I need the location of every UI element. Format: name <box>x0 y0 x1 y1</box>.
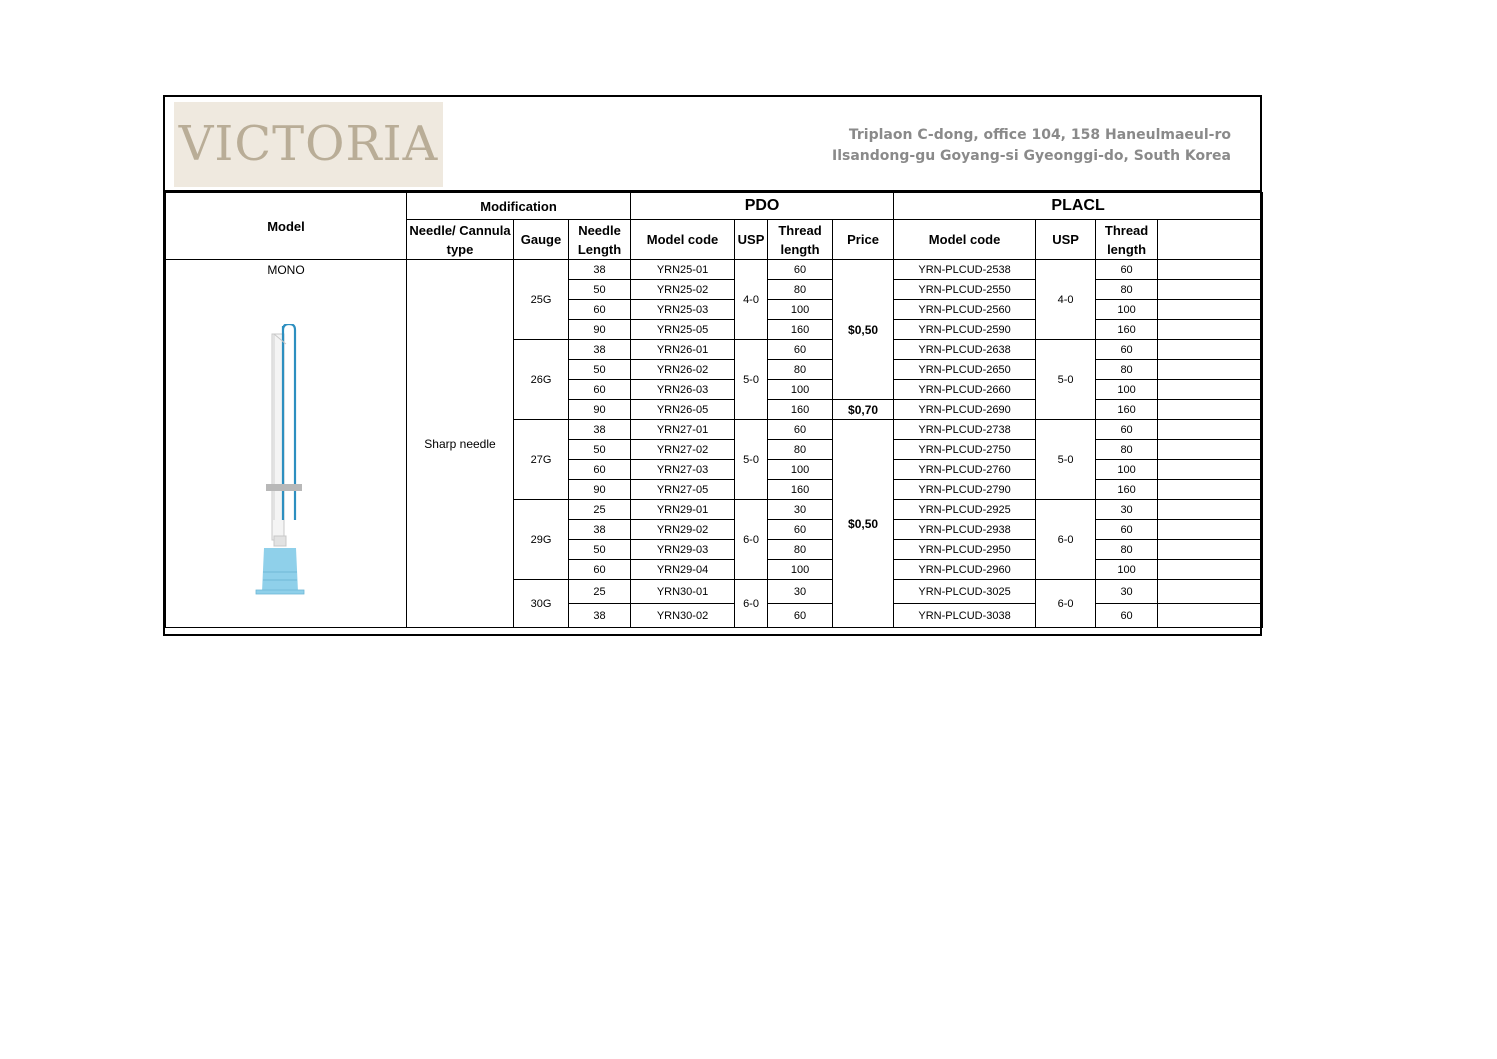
placl-usp-cell: 5-0 <box>1036 340 1096 420</box>
pdo-thread-length-cell: 100 <box>768 300 833 320</box>
pdo-model-code-cell: YRN25-02 <box>631 280 735 300</box>
model-cell <box>166 260 407 628</box>
company-address <box>832 125 1231 167</box>
placl-thread-length-cell: 100 <box>1096 460 1158 480</box>
needle-length-cell: 50 <box>569 360 631 380</box>
needle-length-cell: 38 <box>569 604 631 628</box>
pdo-thread-length-cell: 80 <box>768 440 833 460</box>
price-sheet <box>163 95 1262 636</box>
needle-length-cell: 38 <box>569 260 631 280</box>
header-placl-thread-length: Thread length <box>1096 220 1158 260</box>
header-pdo: PDO <box>631 193 894 220</box>
placl-model-code-cell: YRN-PLCUD-2650 <box>894 360 1036 380</box>
header-modification: Modification <box>407 193 631 220</box>
header-pdo-usp: USP <box>735 220 768 260</box>
placl-model-code-cell: YRN-PLCUD-2938 <box>894 520 1036 540</box>
sheet-header <box>165 97 1260 192</box>
pdo-thread-length-cell: 160 <box>768 400 833 420</box>
needle-length-cell: 60 <box>569 380 631 400</box>
product-table <box>165 192 1263 628</box>
placl-thread-length-cell: 160 <box>1096 480 1158 500</box>
pdo-thread-length-cell: 60 <box>768 260 833 280</box>
pdo-model-code-cell: YRN27-05 <box>631 480 735 500</box>
empty-cell <box>1158 580 1263 604</box>
placl-model-code-cell: YRN-PLCUD-2738 <box>894 420 1036 440</box>
empty-cell <box>1158 604 1263 628</box>
empty-cell <box>1158 420 1263 440</box>
placl-thread-length-cell: 60 <box>1096 604 1158 628</box>
table-row <box>166 260 1263 280</box>
placl-model-code-cell: YRN-PLCUD-2950 <box>894 540 1036 560</box>
gauge-cell: 27G <box>514 420 569 500</box>
placl-thread-length-cell: 60 <box>1096 420 1158 440</box>
pdo-usp-cell: 6-0 <box>735 580 768 628</box>
placl-usp-cell: 6-0 <box>1036 500 1096 580</box>
needle-length-cell: 60 <box>569 300 631 320</box>
empty-cell <box>1158 320 1263 340</box>
pdo-model-code-cell: YRN26-01 <box>631 340 735 360</box>
placl-model-code-cell: YRN-PLCUD-3038 <box>894 604 1036 628</box>
header-empty-cell <box>1158 220 1263 260</box>
placl-model-code-cell: YRN-PLCUD-2925 <box>894 500 1036 520</box>
pdo-thread-length-cell: 100 <box>768 460 833 480</box>
empty-cell <box>1158 460 1263 480</box>
pdo-thread-length-cell: 60 <box>768 340 833 360</box>
header-placl-model-code: Model code <box>894 220 1036 260</box>
header-placl: PLACL <box>894 193 1263 220</box>
empty-cell <box>1158 520 1263 540</box>
placl-thread-length-cell: 60 <box>1096 260 1158 280</box>
address-line-1: Triplaon C-dong, office 104, 158 Haneulmaeul-ro <box>848 127 1231 143</box>
pdo-thread-length-cell: 80 <box>768 360 833 380</box>
empty-cell <box>1158 260 1263 280</box>
needle-length-cell: 60 <box>569 460 631 480</box>
placl-model-code-cell: YRN-PLCUD-3025 <box>894 580 1036 604</box>
gauge-cell: 30G <box>514 580 569 628</box>
pdo-usp-cell: 4-0 <box>735 260 768 340</box>
needle-length-cell: 60 <box>569 560 631 580</box>
pdo-thread-length-cell: 30 <box>768 580 833 604</box>
pdo-thread-length-cell: 100 <box>768 560 833 580</box>
empty-cell <box>1158 300 1263 320</box>
pdo-model-code-cell: YRN27-02 <box>631 440 735 460</box>
empty-cell <box>1158 400 1263 420</box>
placl-model-code-cell: YRN-PLCUD-2690 <box>894 400 1036 420</box>
pdo-model-code-cell: YRN25-05 <box>631 320 735 340</box>
placl-thread-length-cell: 80 <box>1096 280 1158 300</box>
pdo-model-code-cell: YRN29-04 <box>631 560 735 580</box>
placl-model-code-cell: YRN-PLCUD-2760 <box>894 460 1036 480</box>
needle-illustration <box>252 324 322 604</box>
placl-thread-length-cell: 160 <box>1096 320 1158 340</box>
pdo-thread-length-cell: 160 <box>768 320 833 340</box>
placl-thread-length-cell: 60 <box>1096 340 1158 360</box>
empty-cell <box>1158 480 1263 500</box>
header-model: Model <box>166 193 407 260</box>
placl-model-code-cell: YRN-PLCUD-2560 <box>894 300 1036 320</box>
needle-length-cell: 25 <box>569 500 631 520</box>
header-gauge: Gauge <box>514 220 569 260</box>
pdo-usp-cell: 5-0 <box>735 340 768 420</box>
needle-length-cell: 38 <box>569 420 631 440</box>
placl-usp-cell: 5-0 <box>1036 420 1096 500</box>
placl-model-code-cell: YRN-PLCUD-2590 <box>894 320 1036 340</box>
pdo-model-code-cell: YRN26-02 <box>631 360 735 380</box>
empty-cell <box>1158 540 1263 560</box>
logo-text: VICTORIA <box>178 116 439 172</box>
pdo-thread-length-cell: 30 <box>768 500 833 520</box>
pdo-thread-length-cell: 80 <box>768 280 833 300</box>
empty-cell <box>1158 440 1263 460</box>
placl-thread-length-cell: 80 <box>1096 440 1158 460</box>
placl-model-code-cell: YRN-PLCUD-2550 <box>894 280 1036 300</box>
price-cell: $0,50 <box>833 260 894 400</box>
placl-model-code-cell: YRN-PLCUD-2660 <box>894 380 1036 400</box>
placl-thread-length-cell: 100 <box>1096 380 1158 400</box>
pdo-thread-length-cell: 60 <box>768 604 833 628</box>
placl-model-code-cell: YRN-PLCUD-2750 <box>894 440 1036 460</box>
header-needle-length: Needle Length <box>569 220 631 260</box>
placl-model-code-cell: YRN-PLCUD-2960 <box>894 560 1036 580</box>
empty-cell <box>1158 380 1263 400</box>
needle-length-cell: 90 <box>569 400 631 420</box>
model-name: MONO <box>267 263 305 277</box>
pdo-thread-length-cell: 160 <box>768 480 833 500</box>
pdo-model-code-cell: YRN29-02 <box>631 520 735 540</box>
brand-logo <box>174 102 443 187</box>
placl-thread-length-cell: 30 <box>1096 500 1158 520</box>
placl-thread-length-cell: 60 <box>1096 520 1158 540</box>
header-placl-usp: USP <box>1036 220 1096 260</box>
needle-length-cell: 38 <box>569 520 631 540</box>
pdo-model-code-cell: YRN30-01 <box>631 580 735 604</box>
pdo-model-code-cell: YRN29-03 <box>631 540 735 560</box>
placl-thread-length-cell: 100 <box>1096 300 1158 320</box>
placl-usp-cell: 4-0 <box>1036 260 1096 340</box>
empty-cell <box>1158 360 1263 380</box>
placl-model-code-cell: YRN-PLCUD-2638 <box>894 340 1036 360</box>
placl-usp-cell: 6-0 <box>1036 580 1096 628</box>
gauge-cell: 25G <box>514 260 569 340</box>
placl-thread-length-cell: 30 <box>1096 580 1158 604</box>
pdo-thread-length-cell: 80 <box>768 540 833 560</box>
pdo-model-code-cell: YRN30-02 <box>631 604 735 628</box>
pdo-model-code-cell: YRN26-03 <box>631 380 735 400</box>
pdo-model-code-cell: YRN27-01 <box>631 420 735 440</box>
placl-model-code-cell: YRN-PLCUD-2790 <box>894 480 1036 500</box>
header-pdo-thread-length: Thread length <box>768 220 833 260</box>
needle-length-cell: 25 <box>569 580 631 604</box>
placl-thread-length-cell: 100 <box>1096 560 1158 580</box>
price-cell: $0,70 <box>833 400 894 420</box>
placl-thread-length-cell: 80 <box>1096 360 1158 380</box>
pdo-model-code-cell: YRN26-05 <box>631 400 735 420</box>
header-row-1 <box>166 193 1263 220</box>
empty-cell <box>1158 500 1263 520</box>
empty-cell <box>1158 280 1263 300</box>
gauge-cell: 29G <box>514 500 569 580</box>
pdo-usp-cell: 6-0 <box>735 500 768 580</box>
needle-type-cell: Sharp needle <box>407 260 514 628</box>
pdo-thread-length-cell: 100 <box>768 380 833 400</box>
empty-cell <box>1158 560 1263 580</box>
pdo-model-code-cell: YRN27-03 <box>631 460 735 480</box>
placl-model-code-cell: YRN-PLCUD-2538 <box>894 260 1036 280</box>
pdo-thread-length-cell: 60 <box>768 420 833 440</box>
needle-length-cell: 90 <box>569 320 631 340</box>
pdo-thread-length-cell: 60 <box>768 520 833 540</box>
pdo-model-code-cell: YRN25-01 <box>631 260 735 280</box>
gauge-cell: 26G <box>514 340 569 420</box>
needle-length-cell: 50 <box>569 540 631 560</box>
needle-length-cell: 38 <box>569 340 631 360</box>
header-needle-type: Needle/ Cannula type <box>407 220 514 260</box>
placl-thread-length-cell: 160 <box>1096 400 1158 420</box>
address-line-2: Ilsandong-gu Goyang-si Gyeonggi-do, South Korea <box>832 148 1231 164</box>
needle-length-cell: 50 <box>569 280 631 300</box>
header-pdo-model-code: Model code <box>631 220 735 260</box>
needle-length-cell: 50 <box>569 440 631 460</box>
pdo-usp-cell: 5-0 <box>735 420 768 500</box>
pdo-model-code-cell: YRN29-01 <box>631 500 735 520</box>
price-cell: $0,50 <box>833 420 894 628</box>
header-price: Price <box>833 220 894 260</box>
pdo-model-code-cell: YRN25-03 <box>631 300 735 320</box>
needle-length-cell: 90 <box>569 480 631 500</box>
placl-thread-length-cell: 80 <box>1096 540 1158 560</box>
empty-cell <box>1158 340 1263 360</box>
